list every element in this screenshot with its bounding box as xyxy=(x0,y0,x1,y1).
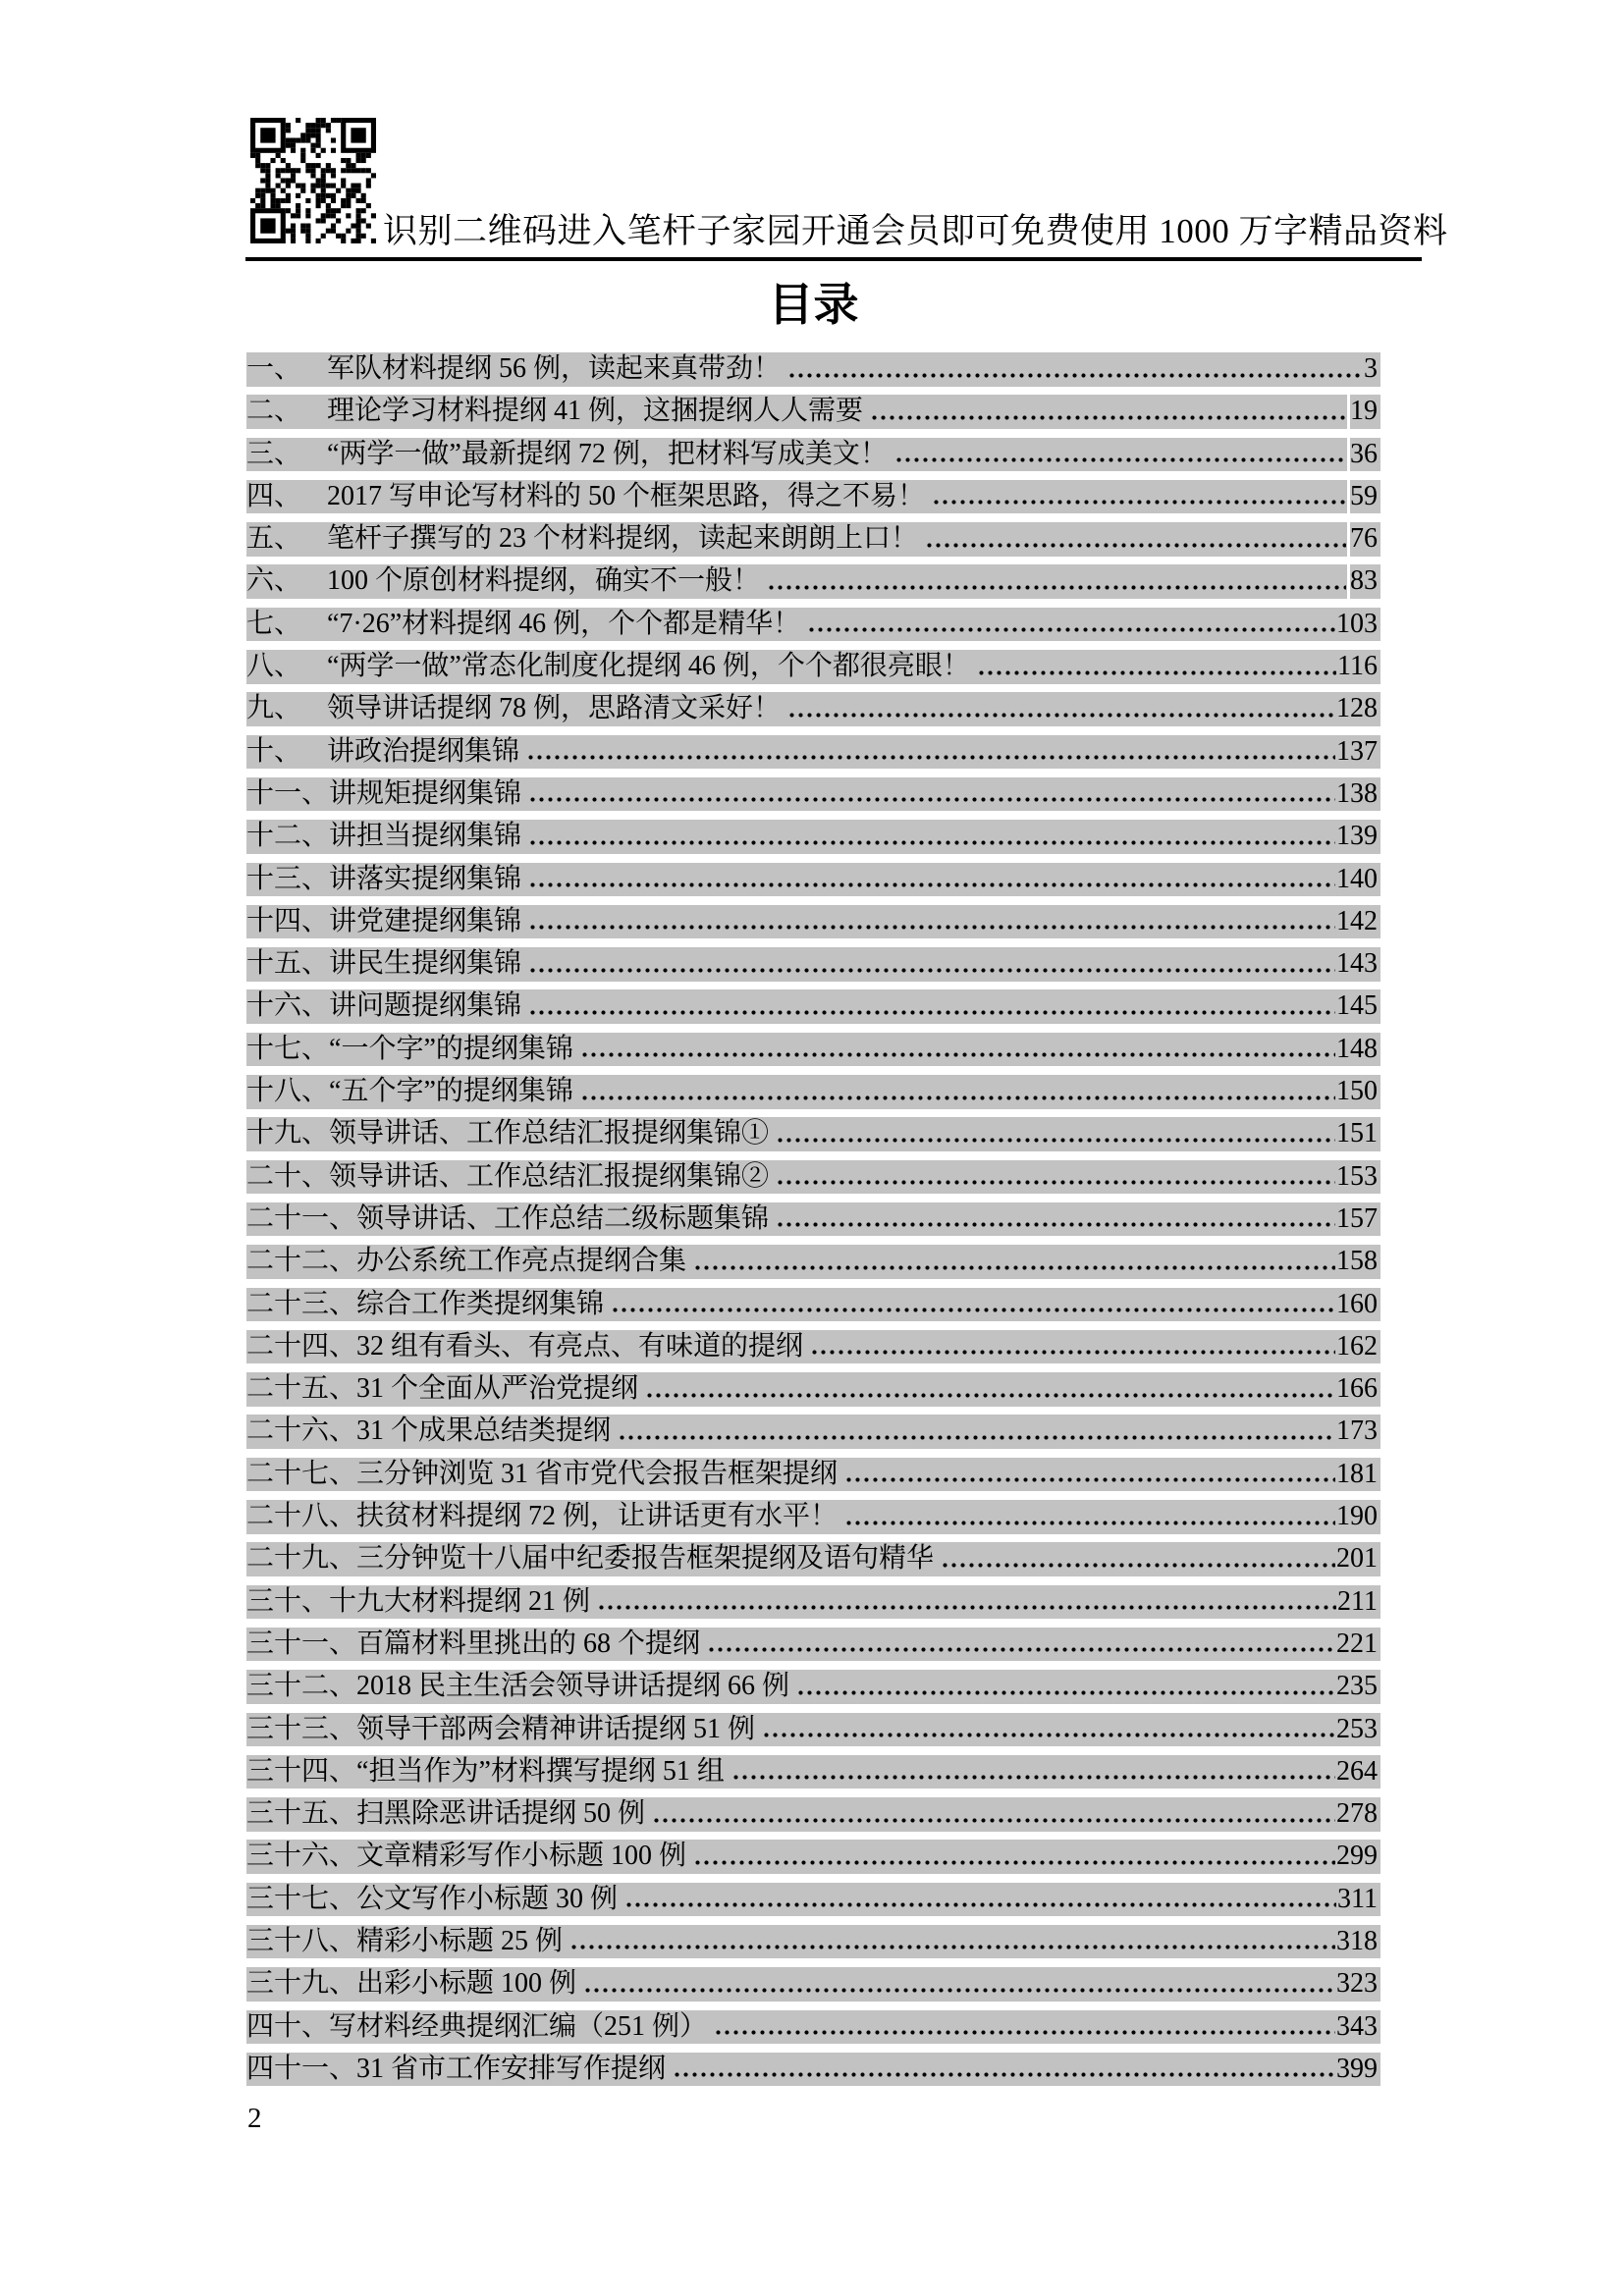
toc-entry-page: 138 xyxy=(1336,777,1378,809)
toc-entry-title: 讲问题提纲集锦 xyxy=(329,990,522,1022)
toc-entry-page: 148 xyxy=(1336,1033,1378,1064)
toc-entry-title: 理论学习材料提纲 41 例，这捆提纲人人需要 xyxy=(327,396,864,427)
toc-entry-number: 二十三、 xyxy=(246,1288,357,1319)
toc-entry-title: 写材料经典提纲汇编（251 例） xyxy=(329,2010,708,2042)
toc-entry-title: 扶贫材料提纲 72 例，让讲话更有水平！ xyxy=(356,1501,839,1532)
toc-entry[interactable] xyxy=(246,1117,1380,1151)
toc-dot-leader xyxy=(776,1220,1335,1229)
toc-entry[interactable] xyxy=(246,1628,1380,1662)
toc-entry-number: 二十、 xyxy=(246,1160,330,1192)
toc-dot-leader xyxy=(776,1178,1335,1187)
toc-entry-page: 140 xyxy=(1336,863,1378,894)
toc-entry[interactable] xyxy=(246,905,1380,939)
toc-entry-page: 235 xyxy=(1336,1671,1378,1702)
toc-entry-number: 三十一、 xyxy=(246,1628,357,1659)
toc-entry-page: 103 xyxy=(1336,608,1378,639)
toc-entry[interactable] xyxy=(246,1585,1380,1620)
toc-entry-number: 十一、 xyxy=(246,777,330,809)
toc-entry-page: 211 xyxy=(1337,1585,1378,1617)
toc-dot-leader xyxy=(776,1136,1335,1145)
toc-entry[interactable] xyxy=(246,777,1380,812)
toc-entry[interactable] xyxy=(246,1245,1380,1279)
toc-entry-title: 领导讲话、工作总结二级标题集锦 xyxy=(356,1202,770,1234)
toc-entry-title: “五个字”的提纲集锦 xyxy=(329,1076,573,1107)
toc-entry-page: 343 xyxy=(1336,2010,1378,2042)
toc-dot-leader xyxy=(714,2028,1335,2037)
toc-entry-title: 扫黑除恶讲话提纲 50 例 xyxy=(356,1798,646,1830)
page-title: 目录 xyxy=(768,279,859,330)
toc-entry-number: 二十七、 xyxy=(246,1458,357,1489)
toc-dot-leader xyxy=(528,923,1335,932)
toc-entry-title: 领导干部两会精神讲话提纲 51 例 xyxy=(356,1713,756,1744)
toc-entry[interactable] xyxy=(246,947,1380,982)
toc-entry-number: 三十四、 xyxy=(246,1755,357,1787)
toc-entry[interactable] xyxy=(246,522,1380,557)
toc-dot-leader xyxy=(693,1263,1335,1272)
toc-entry[interactable] xyxy=(246,1755,1380,1789)
toc-entry-number: 三十九、 xyxy=(246,1968,357,2000)
toc-dot-leader xyxy=(526,753,1335,762)
toc-entry[interactable] xyxy=(246,1925,1380,1959)
toc-entry-number: 二十九、 xyxy=(246,1543,357,1575)
toc-entry[interactable] xyxy=(246,564,1380,599)
toc-entry-title: 32 组有看头、有亮点、有味道的提纲 xyxy=(356,1330,804,1362)
toc-dot-leader xyxy=(810,1348,1335,1357)
toc-entry[interactable] xyxy=(246,2010,1380,2045)
toc-entry[interactable] xyxy=(246,820,1380,854)
toc-entry-title: 领导讲话、工作总结汇报提纲集锦① xyxy=(329,1118,770,1149)
toc-entry-title: 十九大材料提纲 21 例 xyxy=(329,1585,591,1617)
toc-entry-page: 323 xyxy=(1336,1968,1378,2000)
toc-entry[interactable] xyxy=(246,1713,1380,1747)
toc-entry-title: 31 个成果总结类提纲 xyxy=(356,1415,612,1447)
toc-dot-leader xyxy=(787,711,1335,720)
toc-entry-number: 七、 xyxy=(246,608,302,639)
toc-entry-number: 十四、 xyxy=(246,905,330,936)
toc-entry-page: 137 xyxy=(1336,735,1378,767)
toc-entry-page: 157 xyxy=(1336,1202,1378,1234)
toc-entry[interactable] xyxy=(246,352,1380,387)
toc-entry-number: 五、 xyxy=(246,523,302,555)
toc-entry-page: 181 xyxy=(1336,1458,1378,1489)
toc-entry-number: 一、 xyxy=(246,353,302,384)
toc-entry[interactable] xyxy=(246,989,1380,1024)
toc-entry-title: 精彩小标题 25 例 xyxy=(356,1925,564,1956)
toc-entry-title: “担当作为”材料撰写提纲 51 组 xyxy=(356,1755,725,1787)
toc-entry-number: 十二、 xyxy=(246,821,330,852)
toc-dot-leader xyxy=(528,795,1335,804)
toc-entry-page: 19 xyxy=(1347,395,1380,429)
toc-dot-leader xyxy=(528,881,1335,889)
toc-entry-title: 三分钟览十八届中纪委报告框架提纲及语句精华 xyxy=(356,1543,935,1575)
toc-entry-title: 2018 民主生活会领导讲话提纲 66 例 xyxy=(356,1671,790,1702)
toc-entry-number: 四十、 xyxy=(246,2010,330,2042)
toc-entry-page: 36 xyxy=(1347,438,1380,472)
toc-entry-number: 二十一、 xyxy=(246,1202,357,1234)
toc-entry-title: 办公系统工作亮点提纲合集 xyxy=(356,1246,687,1277)
toc-entry-number: 十、 xyxy=(246,735,302,767)
toc-entry-title: 31 省市工作安排写作提纲 xyxy=(356,2053,667,2084)
toc-entry[interactable] xyxy=(246,1075,1380,1109)
toc-entry-number: 十五、 xyxy=(246,948,330,980)
toc-entry[interactable] xyxy=(246,1330,1380,1364)
toc-entry-page: 153 xyxy=(1336,1160,1378,1192)
toc-entry-page: 158 xyxy=(1336,1246,1378,1277)
toc-entry[interactable] xyxy=(246,650,1380,684)
toc-entry-title: 31 个全面从严治党提纲 xyxy=(356,1373,639,1405)
toc-entry[interactable] xyxy=(246,1415,1380,1449)
toc-entry-number: 六、 xyxy=(246,565,302,597)
toc-entry-title: 百篇材料里挑出的 68 个提纲 xyxy=(356,1628,701,1659)
toc-entry-title: 领导讲话提纲 78 例，思路清文采好！ xyxy=(327,693,782,724)
toc-entry[interactable] xyxy=(246,1458,1380,1492)
toc-dot-leader xyxy=(844,1475,1335,1484)
toc-entry-page: 160 xyxy=(1336,1288,1378,1319)
toc-dot-leader xyxy=(731,1773,1335,1782)
toc-entry[interactable] xyxy=(246,1202,1380,1237)
toc-dot-leader xyxy=(597,1603,1336,1612)
toc-dot-leader xyxy=(762,1731,1335,1739)
toc-entry-page: 173 xyxy=(1336,1415,1378,1447)
toc-entry-number: 十七、 xyxy=(246,1033,330,1064)
toc-entry-number: 二十二、 xyxy=(246,1246,357,1277)
toc-entry-number: 二十六、 xyxy=(246,1415,357,1447)
toc-entry-title: 公文写作小标题 30 例 xyxy=(356,1883,619,1914)
footer-page-number: 2 xyxy=(247,2103,262,2134)
toc-dot-leader xyxy=(894,455,1346,464)
toc-dot-leader xyxy=(528,1008,1335,1017)
toc-entry-page: 139 xyxy=(1336,821,1378,852)
toc-dot-leader xyxy=(583,1986,1335,1995)
toc-entry-page: 201 xyxy=(1336,1543,1378,1575)
toc-entry-title: 军队材料提纲 56 例，读起来真带劲！ xyxy=(327,353,782,384)
toc-dot-leader xyxy=(611,1306,1335,1314)
qr-code xyxy=(250,118,376,243)
toc-dot-leader xyxy=(925,541,1346,550)
toc-entry-page: 190 xyxy=(1336,1501,1378,1532)
toc-entry-title: 领导讲话、工作总结汇报提纲集锦② xyxy=(329,1160,770,1192)
toc-dot-leader xyxy=(787,371,1363,380)
toc-entry-title: “两学一做”常态化制度化提纲 46 例，个个都很亮眼！ xyxy=(327,651,970,682)
toc-entry-page: 83 xyxy=(1347,564,1380,599)
toc-entry[interactable] xyxy=(246,1797,1380,1832)
toc-entry-number: 四十一、 xyxy=(246,2053,357,2084)
toc-entry[interactable] xyxy=(246,863,1380,897)
toc-entry-title: 讲政治提纲集锦 xyxy=(327,735,520,767)
toc-dot-leader xyxy=(977,668,1336,677)
toc-entry-title: 讲规矩提纲集锦 xyxy=(329,777,522,809)
toc-dot-leader xyxy=(932,498,1346,507)
toc-entry[interactable] xyxy=(246,608,1380,642)
toc-entry-number: 十九、 xyxy=(246,1118,330,1149)
toc-entry-title: 讲落实提纲集锦 xyxy=(329,863,522,894)
toc-dot-leader xyxy=(844,1519,1335,1527)
toc-dot-leader xyxy=(673,2070,1335,2079)
toc-entry-title: 文章精彩写作小标题 100 例 xyxy=(356,1841,687,1872)
toc-entry[interactable] xyxy=(246,1160,1380,1195)
toc-entry[interactable] xyxy=(246,1033,1380,1067)
toc-entry-title: 综合工作类提纲集锦 xyxy=(356,1288,605,1319)
toc-entry-number: 十八、 xyxy=(246,1076,330,1107)
toc-dot-leader xyxy=(693,1858,1335,1867)
toc-entry[interactable] xyxy=(246,1288,1380,1322)
toc-entry-title: 100 个原创材料提纲，确实不一般！ xyxy=(327,565,761,597)
toc-entry-number: 二十五、 xyxy=(246,1373,357,1405)
toc-entry-page: 318 xyxy=(1336,1925,1378,1956)
toc-dot-leader xyxy=(807,625,1335,634)
toc-entry-number: 十三、 xyxy=(246,863,330,894)
toc-entry-page: 3 xyxy=(1364,353,1378,384)
toc-entry-number: 三十六、 xyxy=(246,1841,357,1872)
toc-entry-number: 三十五、 xyxy=(246,1798,357,1830)
toc-entry-page: 150 xyxy=(1336,1076,1378,1107)
toc-entry-title: 出彩小标题 100 例 xyxy=(356,1968,577,2000)
table-of-contents xyxy=(246,352,1380,2095)
toc-entry-page: 264 xyxy=(1336,1755,1378,1787)
toc-entry[interactable] xyxy=(246,438,1380,472)
toc-entry-number: 二十四、 xyxy=(246,1330,357,1362)
toc-entry[interactable] xyxy=(246,1967,1380,2002)
header-divider xyxy=(245,257,1422,261)
toc-entry-number: 八、 xyxy=(246,651,302,682)
toc-dot-leader xyxy=(624,1900,1336,1909)
toc-entry-number: 三、 xyxy=(246,438,302,469)
toc-entry-page: 162 xyxy=(1336,1330,1378,1362)
toc-entry-page: 166 xyxy=(1336,1373,1378,1405)
toc-entry-title: 讲民生提纲集锦 xyxy=(329,948,522,980)
toc-entry-title: 讲担当提纲集锦 xyxy=(329,821,522,852)
toc-entry-title: 2017 写申论写材料的 50 个框架思路，得之不易！ xyxy=(327,480,926,511)
toc-entry-title: “两学一做”最新提纲 72 例，把材料写成美文！ xyxy=(327,438,888,469)
toc-entry-page: 278 xyxy=(1336,1798,1378,1830)
toc-entry-title: “一个字”的提纲集锦 xyxy=(329,1033,573,1064)
toc-entry-number: 四、 xyxy=(246,480,302,511)
toc-entry[interactable] xyxy=(246,480,1380,514)
toc-dot-leader xyxy=(707,1645,1335,1654)
toc-dot-leader xyxy=(580,1094,1335,1102)
toc-entry[interactable] xyxy=(246,692,1380,726)
toc-entry-title: 笔杆子撰写的 23 个材料提纲，读起来朗朗上口！ xyxy=(327,523,919,555)
toc-entry[interactable] xyxy=(246,1883,1380,1917)
toc-entry-page: 76 xyxy=(1347,522,1380,557)
toc-dot-leader xyxy=(528,838,1335,847)
toc-entry[interactable] xyxy=(246,395,1380,429)
toc-entry-title: 讲党建提纲集锦 xyxy=(329,905,522,936)
toc-dot-leader xyxy=(941,1561,1335,1570)
toc-entry[interactable] xyxy=(246,1670,1380,1704)
toc-entry-number: 二十八、 xyxy=(246,1501,357,1532)
toc-entry[interactable] xyxy=(246,735,1380,770)
toc-entry-number: 三十七、 xyxy=(246,1883,357,1914)
toc-entry-page: 142 xyxy=(1336,905,1378,936)
toc-entry-page: 299 xyxy=(1336,1841,1378,1872)
toc-entry-title: “7·26”材料提纲 46 例，个个都是精华！ xyxy=(327,608,801,639)
toc-entry-page: 253 xyxy=(1336,1713,1378,1744)
toc-entry-page: 59 xyxy=(1347,480,1380,514)
toc-dot-leader xyxy=(580,1050,1335,1059)
toc-entry-number: 二、 xyxy=(246,396,302,427)
toc-entry-number: 三十、 xyxy=(246,1585,330,1617)
toc-entry-page: 221 xyxy=(1336,1628,1378,1659)
toc-dot-leader xyxy=(870,413,1346,422)
toc-entry-page: 116 xyxy=(1337,651,1378,682)
toc-entry-number: 三十三、 xyxy=(246,1713,357,1744)
toc-entry-page: 399 xyxy=(1336,2053,1378,2084)
toc-entry[interactable] xyxy=(246,2053,1380,2087)
toc-entry-number: 三十二、 xyxy=(246,1671,357,1702)
toc-dot-leader xyxy=(645,1391,1335,1400)
toc-entry-page: 128 xyxy=(1336,693,1378,724)
toc-dot-leader xyxy=(767,583,1346,592)
toc-entry-page: 151 xyxy=(1336,1118,1378,1149)
toc-entry-page: 145 xyxy=(1336,990,1378,1022)
toc-entry-number: 十六、 xyxy=(246,990,330,1022)
toc-entry[interactable] xyxy=(246,1500,1380,1534)
toc-dot-leader xyxy=(652,1816,1335,1825)
toc-entry-title: 三分钟浏览 31 省市党代会报告框架提纲 xyxy=(356,1458,839,1489)
toc-entry[interactable] xyxy=(246,1840,1380,1874)
toc-entry-page: 143 xyxy=(1336,948,1378,980)
header-promo-text: 识别二维码进入笔杆子家园开通会员即可免费使用 1000 万字精品资料 xyxy=(383,212,1448,250)
toc-entry-number: 九、 xyxy=(246,693,302,724)
toc-entry-page: 311 xyxy=(1337,1883,1378,1914)
toc-dot-leader xyxy=(528,966,1335,975)
toc-entry-number: 三十八、 xyxy=(246,1925,357,1956)
toc-dot-leader xyxy=(796,1688,1335,1697)
toc-entry[interactable] xyxy=(246,1542,1380,1576)
toc-dot-leader xyxy=(569,1943,1335,1951)
toc-dot-leader xyxy=(618,1433,1335,1442)
toc-entry[interactable] xyxy=(246,1372,1380,1407)
